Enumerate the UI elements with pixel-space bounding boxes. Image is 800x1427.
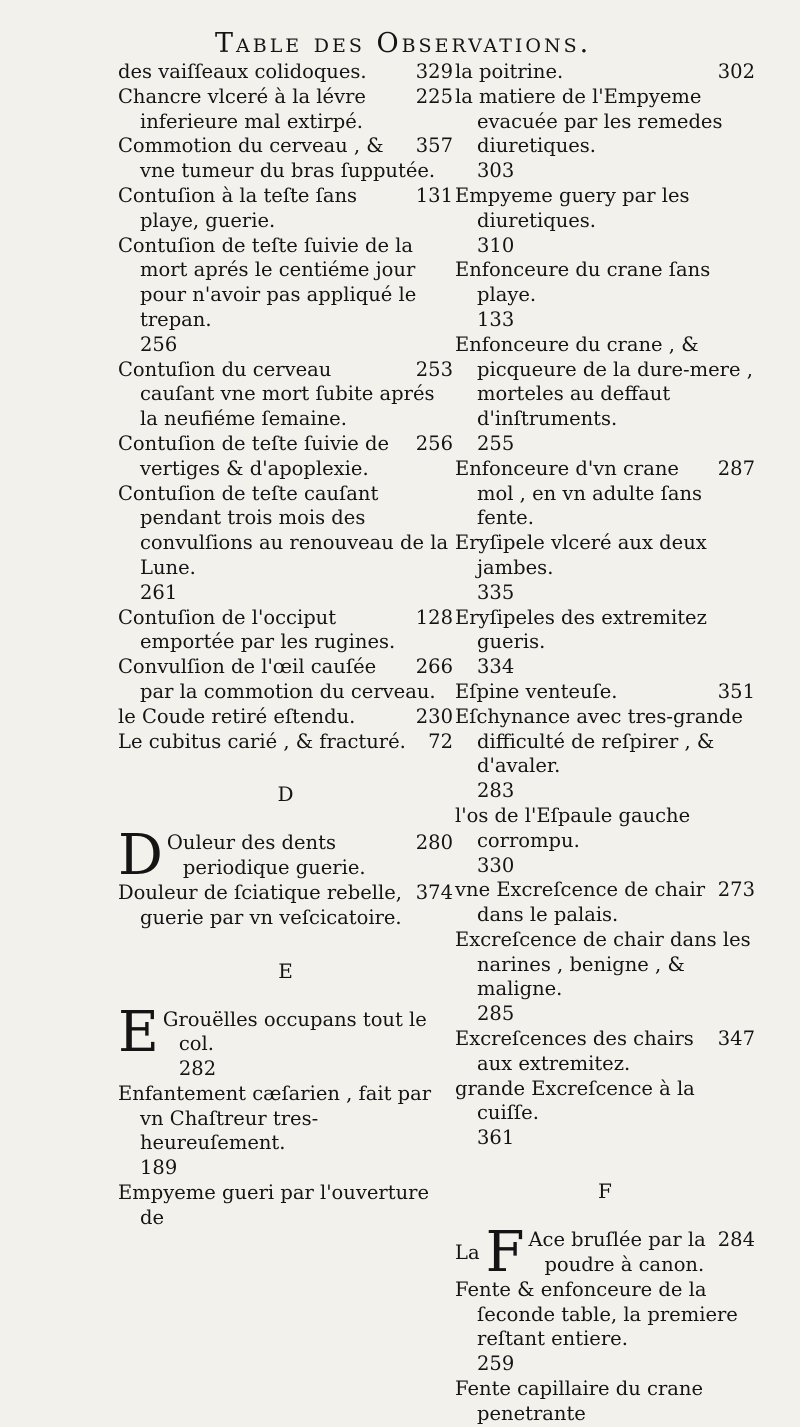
page-number: 282 xyxy=(178,1057,217,1081)
page-number: 302 xyxy=(717,60,755,83)
page-number: 284 xyxy=(717,1227,755,1251)
drop-cap-f: F xyxy=(485,1219,525,1285)
entry-text: Contuſion de teſte ſuivie de la mort aprés le centiéme jour pour n'avoir pas appliqué le trepan. xyxy=(118,233,417,331)
index-entry xyxy=(455,258,755,332)
entry-text: des vaiſſeaux colidoques. xyxy=(118,60,367,83)
page-number: 310 xyxy=(477,233,515,257)
entry-text: Ouleur des dents periodique guerie. xyxy=(166,831,366,879)
entry-text: Grouëlles occupans tout le col. xyxy=(162,1007,427,1056)
page-number: 351 xyxy=(717,679,755,703)
index-entry-first-f xyxy=(455,1219,755,1285)
index-entry xyxy=(118,1181,453,1231)
index-entry xyxy=(455,457,755,531)
index-entry xyxy=(118,60,453,85)
page-number: 256 xyxy=(415,431,453,455)
entry-text: Enfonceure du crane , & picqueure de la dure-mere , morteles au deffaut d'inſtruments. xyxy=(455,332,753,431)
page-number: 303 xyxy=(477,159,515,183)
index-entry xyxy=(118,730,453,755)
index-entry xyxy=(455,1278,755,1377)
index-entry xyxy=(118,1082,453,1181)
page-number: 259 xyxy=(477,1352,515,1376)
page-number: 335 xyxy=(477,580,515,604)
index-entry xyxy=(118,705,453,730)
entry-text: Contuſion du cerveau cauſant vne mort ſubite aprés la neufiéme ſemaine. xyxy=(118,357,435,431)
index-entry xyxy=(455,928,755,1027)
entry-text: Excreſcences des chairs aux extremitez. xyxy=(455,1027,694,1075)
entry-text: la matiere de l'Empyeme evacuée par les remedes diuretiques. xyxy=(455,84,723,158)
index-entry xyxy=(455,680,755,705)
index-entry xyxy=(455,60,755,85)
page-number: 256 xyxy=(140,332,178,356)
drop-cap-d: D xyxy=(118,823,163,889)
entry-text: Excreſcence de chair dans les narines , benigne , & maligne. xyxy=(455,927,751,1001)
index-entry xyxy=(118,358,453,432)
index-entry xyxy=(455,333,755,457)
entry-text: Contuſion de teſte cauſant pendant trois mois des convulſions au renouveau de la Lune. xyxy=(118,481,449,579)
page-number: 131 xyxy=(415,183,453,207)
entry-text: Fente & enfonceure de la ſeconde table, la premiere reſtant entiere. xyxy=(455,1277,738,1351)
page-header: Table des Observations. xyxy=(215,28,592,59)
entry-text: Eſchynance avec tres-grande difficulté de reſpirer , & d'avaler. xyxy=(455,704,743,778)
entry-text: Douleur de ſciatique rebelle, guerie par vn veſcicatoire. xyxy=(118,881,402,929)
entry-text: Le cubitus carié , & fracturé. xyxy=(118,729,406,753)
entry-text: vne Excreſcence de chair dans le palais. xyxy=(455,878,706,927)
page-number: 287 xyxy=(717,456,755,480)
page-number: 128 xyxy=(415,605,453,629)
page-number: 253 xyxy=(415,357,453,381)
entry-text: Contuſion de l'occiput emportée par les rugines. xyxy=(118,605,396,654)
left-column xyxy=(118,60,453,1231)
right-column xyxy=(455,60,755,1427)
section-letter-e: E xyxy=(278,958,293,983)
index-entry xyxy=(118,134,453,184)
entry-text: grande Excreſcence à la cuiſſe. xyxy=(455,1076,695,1125)
section-letter-d: D xyxy=(277,782,294,807)
section-letter-f: F xyxy=(598,1179,612,1204)
page-number: 133 xyxy=(477,307,515,331)
entry-text: Eryſipele vlceré aux deux jambes. xyxy=(455,531,707,579)
index-entry xyxy=(455,705,755,804)
entry-text: Eryſipeles des extremitez gueris. xyxy=(455,605,707,654)
entry-text: Fente capillaire du crane penetrante xyxy=(455,1377,704,1425)
page-number: 255 xyxy=(477,431,515,455)
index-entry xyxy=(455,606,755,680)
page-number: 72 xyxy=(428,729,453,753)
page-number: 334 xyxy=(477,655,515,679)
entry-text: Enfantement cæſarien , fait par vn Chaſtreur tres-heureuſement. xyxy=(118,1081,432,1155)
index-entry xyxy=(118,655,453,705)
page-number: 189 xyxy=(140,1156,178,1180)
page-number: 347 xyxy=(717,1027,755,1051)
page-number: 361 xyxy=(477,1126,515,1150)
index-entry xyxy=(118,881,453,931)
index-entry xyxy=(455,85,755,184)
page-number: 266 xyxy=(415,655,453,679)
index-entry xyxy=(455,184,755,258)
index-entry xyxy=(455,1027,755,1077)
page-number: 357 xyxy=(415,134,453,158)
index-entry xyxy=(118,432,453,482)
page-number: 329 xyxy=(415,60,453,83)
entry-text: l'os de l'Eſpaule gauche corrompu. xyxy=(455,803,691,852)
entry-text: Empyeme gueri par l'ouverture de xyxy=(118,1181,429,1229)
page-number: 273 xyxy=(717,878,755,902)
index-entry xyxy=(455,531,755,605)
entry-text: Contuſion de teſte ſuivie de vertiges & d'apoplexie. xyxy=(118,431,389,480)
index-entry xyxy=(118,234,453,358)
index-entry xyxy=(455,804,755,878)
index-entry-first-e xyxy=(118,999,453,1082)
index-entry xyxy=(455,878,755,928)
index-entry-first-d xyxy=(118,823,453,889)
entry-text: Eſpine venteuſe. xyxy=(455,679,618,703)
entry-text: Convulſion de l'œil cauſée par la commotion du cerveau. xyxy=(118,655,436,703)
page-number: 230 xyxy=(415,704,453,728)
page-number: 261 xyxy=(140,580,178,604)
entry-text: Enfonceure du crane ſans playe. xyxy=(455,258,711,307)
index-entry xyxy=(118,606,453,656)
index-entry xyxy=(118,85,453,135)
page-number: 225 xyxy=(415,84,453,108)
index-entry xyxy=(118,184,453,234)
entry-text: Enfonceure d'vn crane mol , en vn adulte ſans fente. xyxy=(455,456,703,530)
page-number: 330 xyxy=(477,853,515,877)
page-number: 283 xyxy=(477,779,515,803)
entry-text: Ace bruſlée par la poudre à canon. xyxy=(528,1227,706,1276)
entry-text: Contuſion à la teſte ſans playe, guerie. xyxy=(118,183,358,232)
index-entry xyxy=(455,1077,755,1151)
entry-text: la poitrine. xyxy=(455,60,564,83)
entry-text: Commotion du cerveau , & vne tumeur du bras ſupputée. xyxy=(118,134,436,183)
entry-text: Chancre vlceré à la lévre inferieure mal extirpé. xyxy=(118,84,366,133)
index-entry xyxy=(118,482,453,606)
entry-text: Empyeme guery par les diuretiques. xyxy=(455,183,690,232)
index-entry xyxy=(455,1377,755,1427)
drop-cap-e: E xyxy=(118,999,159,1065)
page-number: 280 xyxy=(415,831,453,855)
entry-text: le Coude retiré eſtendu. xyxy=(118,704,356,728)
page-number: 374 xyxy=(415,881,453,905)
page-number: 285 xyxy=(477,1002,515,1026)
entry-lead-word: La xyxy=(455,1240,480,1264)
